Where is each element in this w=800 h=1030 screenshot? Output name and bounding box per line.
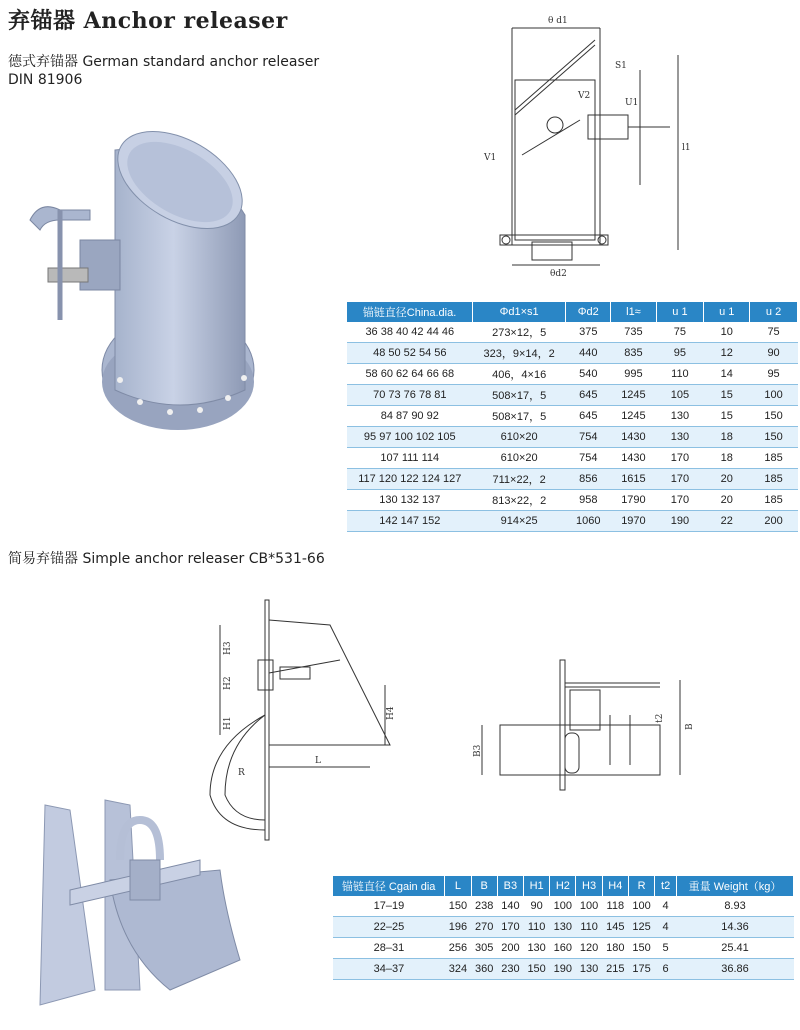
table-cell: 150: [524, 959, 550, 980]
table-row: [333, 938, 794, 959]
table-cell: 754: [566, 448, 611, 469]
label-d2: θd2: [550, 269, 567, 279]
table-cell: 4: [655, 896, 677, 917]
col-h3: H3: [576, 876, 602, 896]
table-cell: 185: [750, 448, 798, 469]
table-cell: 914×25: [473, 511, 566, 532]
table-cell: 8.93: [677, 896, 794, 917]
table-row: [347, 364, 798, 385]
label-b: B: [685, 723, 695, 730]
table-cell: 170: [656, 448, 704, 469]
table-cell: 1060: [566, 511, 611, 532]
label-t2: t2: [655, 713, 665, 723]
table-cell: 110: [576, 917, 602, 938]
table-cell: 95: [656, 343, 704, 364]
table-cell: 75: [656, 322, 704, 343]
table-row: [347, 343, 798, 364]
col-r: R: [628, 876, 654, 896]
table-cell: 120: [576, 938, 602, 959]
table-cell: 142 147 152: [347, 511, 473, 532]
table-cell: 15: [704, 385, 750, 406]
table-cell: 48 50 52 54 56: [347, 343, 473, 364]
table-cell: 100: [576, 896, 602, 917]
table-cell: 1245: [611, 406, 656, 427]
table-row: [347, 406, 798, 427]
table-header-row: [333, 876, 794, 896]
col-l1: l1≈: [611, 302, 656, 322]
table-cell: 305: [471, 938, 497, 959]
german-spec-table: [347, 302, 798, 532]
table-row: [347, 427, 798, 448]
table-cell: 995: [611, 364, 656, 385]
table-cell: 150: [445, 896, 471, 917]
table-cell: 175: [628, 959, 654, 980]
table-cell: 10: [704, 322, 750, 343]
table-cell: 813×22，2: [473, 490, 566, 511]
col-t2: t2: [655, 876, 677, 896]
table-cell: 20: [704, 490, 750, 511]
table-cell: 6: [655, 959, 677, 980]
label-v2: V2: [578, 91, 591, 101]
table-cell: 196: [445, 917, 471, 938]
table-cell: 130: [656, 406, 704, 427]
table-cell: 645: [566, 385, 611, 406]
table-cell: 190: [656, 511, 704, 532]
table-cell: 540: [566, 364, 611, 385]
table-row: [333, 917, 794, 938]
table-cell: 185: [750, 490, 798, 511]
table-cell: 110: [524, 917, 550, 938]
col-l: L: [445, 876, 471, 896]
label-l: L: [315, 756, 321, 766]
table-cell: 18: [704, 427, 750, 448]
table-cell: 1790: [611, 490, 656, 511]
table-cell: 645: [566, 406, 611, 427]
table-cell: 406，4×16: [473, 364, 566, 385]
col-h1: H1: [524, 876, 550, 896]
table-cell: 36 38 40 42 44 46: [347, 322, 473, 343]
label-d1: θ d1: [548, 16, 568, 26]
label-r: R: [238, 768, 245, 778]
table-cell: 754: [566, 427, 611, 448]
table-cell: 22: [704, 511, 750, 532]
label-h2: H2: [223, 676, 233, 690]
table-row: [347, 511, 798, 532]
table-cell: 75: [750, 322, 798, 343]
table-cell: 14: [704, 364, 750, 385]
col-d2: Φd2: [566, 302, 611, 322]
table-cell: 90: [524, 896, 550, 917]
table-cell: 735: [611, 322, 656, 343]
table-cell: 125: [628, 917, 654, 938]
table-cell: 130: [550, 917, 576, 938]
col-b: B: [471, 876, 497, 896]
table-header-row: [347, 302, 798, 322]
table-cell: 256: [445, 938, 471, 959]
german-section-heading: [8, 53, 319, 89]
table-cell: 130: [656, 427, 704, 448]
simple-spec-table: [333, 876, 794, 980]
col-chain-dia: 锚链直径 Cgain dia: [333, 876, 445, 896]
table-cell: 856: [566, 469, 611, 490]
table-cell: 130 132 137: [347, 490, 473, 511]
german-releaser-drawing: [470, 10, 700, 285]
table-cell: 95 97 100 102 105: [347, 427, 473, 448]
label-h3: H3: [223, 641, 233, 655]
table-cell: 25.41: [677, 938, 794, 959]
table-row: [347, 490, 798, 511]
table-cell: 200: [750, 511, 798, 532]
table-cell: 508×17，5: [473, 406, 566, 427]
table-cell: 4: [655, 917, 677, 938]
page-title: 弃锚器 Anchor releaser: [8, 8, 288, 34]
col-chain-dia: 锚链直径China.dia.: [347, 302, 473, 322]
table-cell: 215: [602, 959, 628, 980]
table-cell: 238: [471, 896, 497, 917]
table-cell: 160: [550, 938, 576, 959]
table-cell: 34–37: [333, 959, 445, 980]
table-row: [333, 896, 794, 917]
table-cell: 360: [471, 959, 497, 980]
german-releaser-photo: [0, 120, 270, 450]
table-cell: 58 60 62 64 66 68: [347, 364, 473, 385]
table-row: [347, 385, 798, 406]
table-row: [347, 322, 798, 343]
table-cell: 610×20: [473, 427, 566, 448]
table-row: [333, 959, 794, 980]
table-cell: 1430: [611, 427, 656, 448]
german-heading-line2: DIN 81906: [8, 72, 83, 88]
table-cell: 150: [750, 406, 798, 427]
table-cell: 170: [497, 917, 523, 938]
german-heading-line1: 德式弃锚器 German standard anchor releaser: [8, 54, 320, 70]
table-cell: 22–25: [333, 917, 445, 938]
table-cell: 711×22，2: [473, 469, 566, 490]
table-cell: 324: [445, 959, 471, 980]
table-cell: 14.36: [677, 917, 794, 938]
table-cell: 12: [704, 343, 750, 364]
table-cell: 200: [497, 938, 523, 959]
table-cell: 100: [550, 896, 576, 917]
label-s1: S1: [615, 61, 627, 71]
col-d1-s1: Φd1×s1: [473, 302, 566, 322]
col-weight: 重量 Weight（kg）: [677, 876, 794, 896]
table-cell: 150: [750, 427, 798, 448]
simple-section-heading: 简易弃锚器 Simple anchor releaser CB*531-66: [8, 551, 325, 567]
label-h1: H1: [223, 716, 233, 730]
table-cell: 508×17，5: [473, 385, 566, 406]
label-u1: U1: [625, 98, 639, 108]
table-cell: 270: [471, 917, 497, 938]
table-cell: 610×20: [473, 448, 566, 469]
table-cell: 145: [602, 917, 628, 938]
label-v1: V1: [484, 153, 497, 163]
table-cell: 130: [524, 938, 550, 959]
table-cell: 90: [750, 343, 798, 364]
table-cell: 140: [497, 896, 523, 917]
table-cell: 273×12，5: [473, 322, 566, 343]
col-u1: u 1: [656, 302, 704, 322]
table-cell: 107 111 114: [347, 448, 473, 469]
table-cell: 190: [550, 959, 576, 980]
table-cell: 170: [656, 469, 704, 490]
table-cell: 130: [576, 959, 602, 980]
table-cell: 170: [656, 490, 704, 511]
col-b3: B3: [497, 876, 523, 896]
table-cell: 17–19: [333, 896, 445, 917]
table-cell: 36.86: [677, 959, 794, 980]
table-cell: 117 120 122 124 127: [347, 469, 473, 490]
table-cell: 15: [704, 406, 750, 427]
table-cell: 118: [602, 896, 628, 917]
table-cell: 95: [750, 364, 798, 385]
table-cell: 100: [750, 385, 798, 406]
table-cell: 180: [602, 938, 628, 959]
table-cell: 375: [566, 322, 611, 343]
table-cell: 1970: [611, 511, 656, 532]
table-cell: 1615: [611, 469, 656, 490]
table-cell: 105: [656, 385, 704, 406]
label-h4: H4: [386, 706, 396, 720]
table-cell: 28–31: [333, 938, 445, 959]
table-cell: 150: [628, 938, 654, 959]
table-cell: 958: [566, 490, 611, 511]
label-b3: B3: [473, 744, 483, 757]
table-cell: 100: [628, 896, 654, 917]
simple-releaser-photo: [10, 790, 260, 1025]
table-cell: 20: [704, 469, 750, 490]
col-h4: H4: [602, 876, 628, 896]
table-cell: 835: [611, 343, 656, 364]
table-cell: 323，9×14，2: [473, 343, 566, 364]
table-cell: 1245: [611, 385, 656, 406]
table-cell: 230: [497, 959, 523, 980]
table-cell: 5: [655, 938, 677, 959]
table-cell: 1430: [611, 448, 656, 469]
table-cell: 18: [704, 448, 750, 469]
table-cell: 185: [750, 469, 798, 490]
table-cell: 84 87 90 92: [347, 406, 473, 427]
table-cell: 70 73 76 78 81: [347, 385, 473, 406]
table-row: [347, 469, 798, 490]
table-cell: 110: [656, 364, 704, 385]
table-cell: 440: [566, 343, 611, 364]
col-u1b: u 1: [704, 302, 750, 322]
table-row: [347, 448, 798, 469]
label-l1: l1: [682, 143, 691, 153]
simple-releaser-front-drawing: [470, 655, 700, 795]
col-h2: H2: [550, 876, 576, 896]
col-u2: u 2: [750, 302, 798, 322]
